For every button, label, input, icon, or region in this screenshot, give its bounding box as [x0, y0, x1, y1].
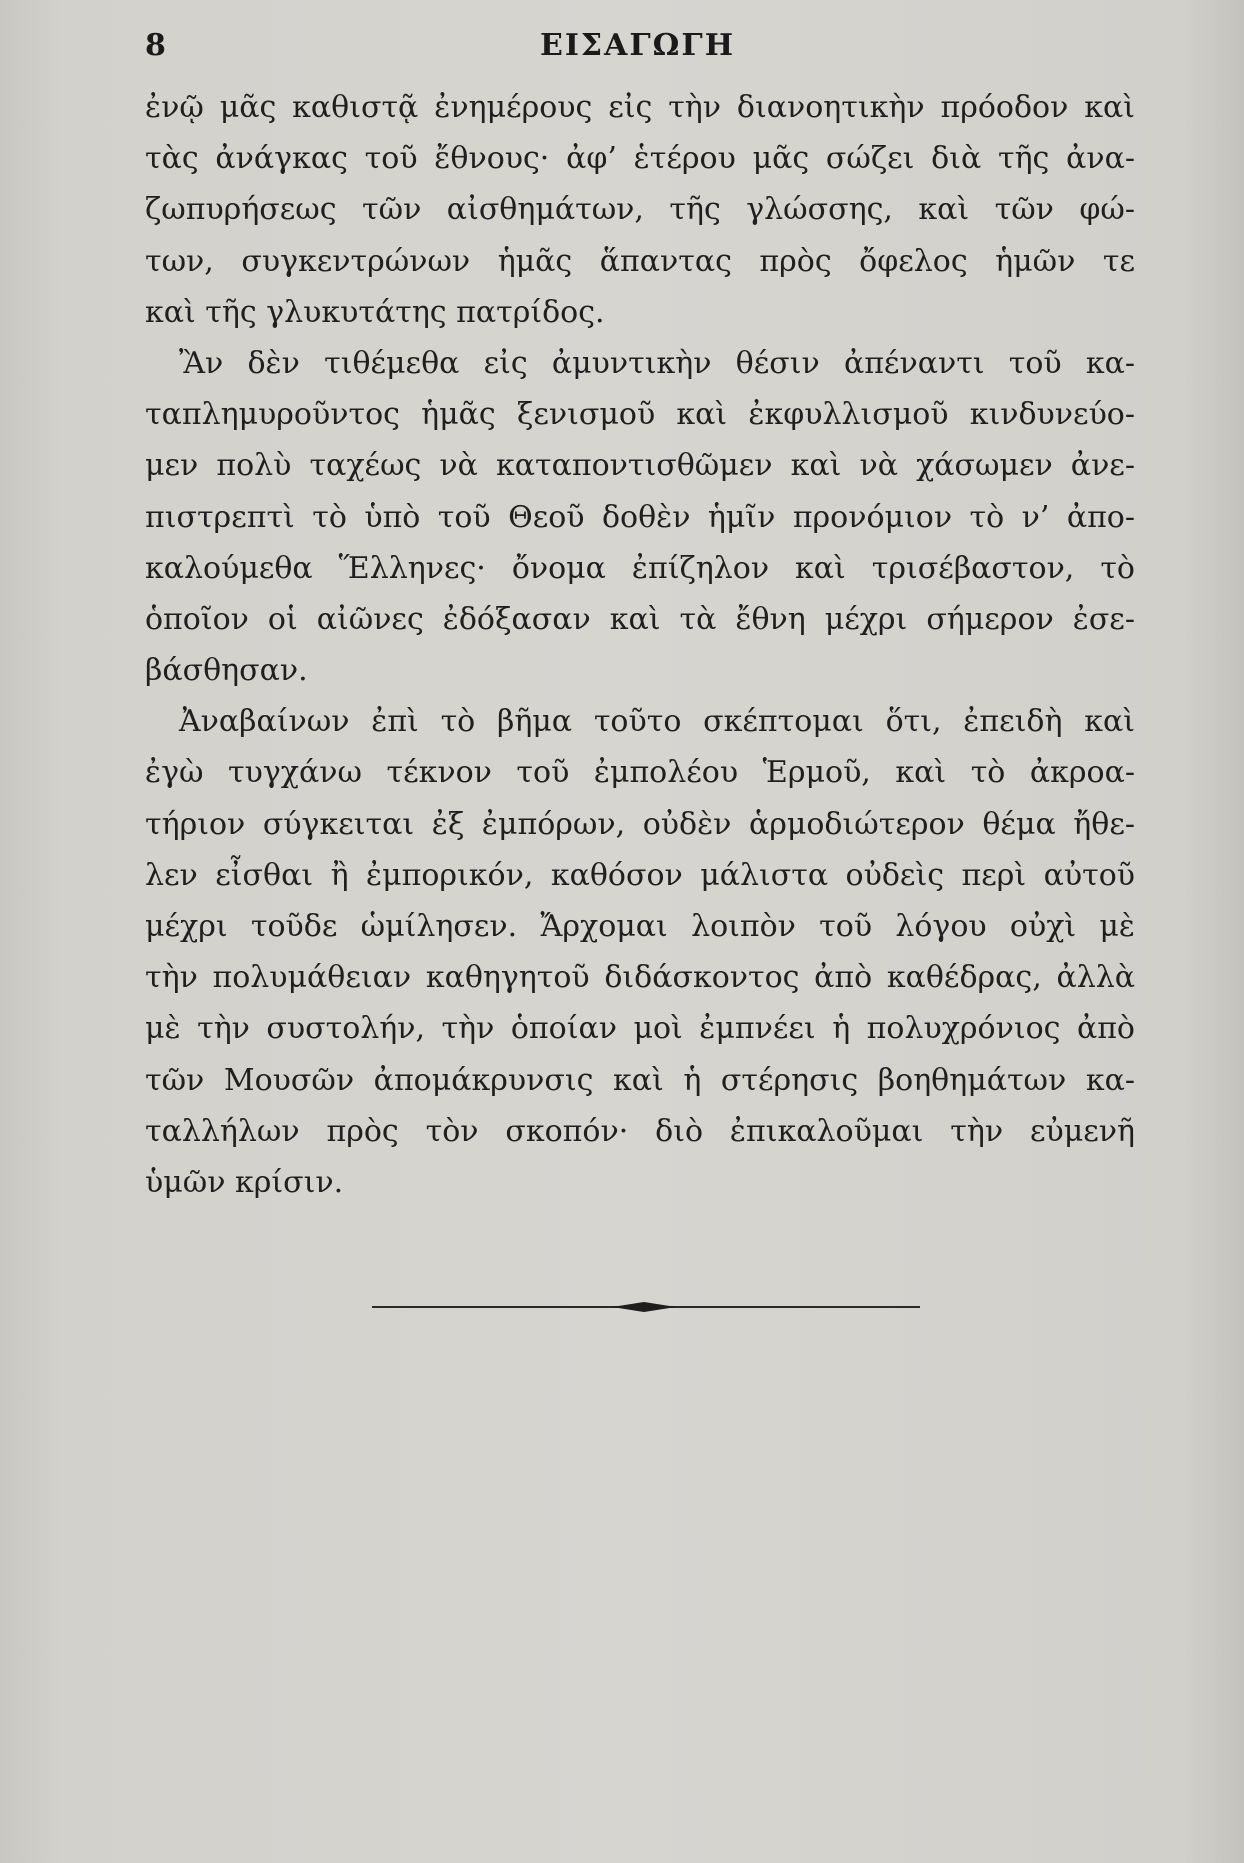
text-line: ζωπυρήσεως τῶν αἰσθημάτων, τῆς γλώσσης, καὶ τῶν φώ-	[145, 192, 1135, 228]
text-line: ταπλημυροῦντος ἡμᾶς ξενισμοῦ καὶ ἐκφυλλισμοῦ κινδυνεύο-	[145, 397, 1135, 433]
body-text	[145, 82, 1135, 1208]
text-line: τὰς ἀνάγκας τοῦ ἔθνους· ἀφ’ ἑτέρου μᾶς σώζει διὰ τῆς ἀνα-	[145, 141, 1135, 177]
text-line: ταλλήλων πρὸς τὸν σκοπόν· διὸ ἐπικαλοῦμαι τὴν εὐμενῆ	[145, 1113, 1135, 1149]
text-line: βάσθησαν.	[145, 653, 308, 689]
text-line: τήριον σύγκειται ἐξ ἐμπόρων, οὐδὲν ἁρμοδιώτερον θέμα ἤθε-	[145, 806, 1135, 842]
text-line: Ἂν δὲν τιθέμεθα εἰς ἀμυντικὴν θέσιν ἀπέναντι τοῦ κα-	[179, 345, 1135, 381]
text-line: μεν πολὺ ταχέως νὰ καταποντισθῶμεν καὶ νὰ χάσωμεν ἀνε-	[145, 448, 1135, 484]
text-line: τῶν Μουσῶν ἀπομάκρυνσις καὶ ἡ στέρησις βοηθημάτων κα-	[145, 1062, 1135, 1098]
section-divider-ornament	[372, 1300, 920, 1314]
text-line: ὁποῖον οἱ αἰῶνες ἐδόξασαν καὶ τὰ ἔθνη μέχρι σήμερον ἐσε-	[145, 601, 1135, 637]
text-line: μέχρι τοῦδε ὡμίλησεν. Ἄρχομαι λοιπὸν τοῦ λόγου οὐχὶ μὲ	[145, 909, 1135, 944]
text-line: ἐνῷ μᾶς καθιστᾷ ἐνημέρους εἰς τὴν διανοητικὴν πρόοδον καὶ	[145, 90, 1135, 125]
text-line: Ἀναβαίνων ἐπὶ τὸ βῆμα τοῦτο σκέπτομαι ὅτι, ἐπειδὴ καὶ	[179, 704, 1135, 740]
text-line: καὶ τῆς γλυκυτάτης πατρίδος.	[145, 294, 605, 330]
running-title: ΕΙΣΑΓΩΓΗ	[540, 28, 736, 63]
text-line: τὴν πολυμάθειαν καθηγητοῦ διδάσκοντος ἀπὸ καθέδρας, ἀλλὰ	[145, 960, 1135, 996]
text-line: καλούμεθα Ἕλληνες· ὄνομα ἐπίζηλον καὶ τρισέβαστον, τὸ	[145, 550, 1135, 586]
text-line: πιστρεπτὶ τὸ ὑπὸ τοῦ Θεοῦ δοθὲν ἡμῖν προνόμιον τὸ ν’ ἀπο-	[145, 499, 1135, 535]
text-line: ὑμῶν κρίσιν.	[145, 1164, 344, 1200]
page-number: 8	[145, 28, 166, 63]
page-header	[145, 28, 1145, 68]
text-line: μὲ τὴν συστολήν, τὴν ὁποίαν μοὶ ἐμπνέει ἡ πολυχρόνιος ἀπὸ	[145, 1011, 1135, 1047]
text-line: λεν εἶσθαι ἢ ἐμπορικόν, καθόσον μάλιστα οὐδεὶς περὶ αὐτοῦ	[145, 857, 1135, 893]
text-line: ἐγὼ τυγχάνω τέκνον τοῦ ἐμπολέου Ἑρμοῦ, καὶ τὸ ἀκροα-	[145, 755, 1135, 791]
text-line: των, συγκεντρώνων ἡμᾶς ἅπαντας πρὸς ὄφελος ἡμῶν τε	[145, 243, 1135, 279]
